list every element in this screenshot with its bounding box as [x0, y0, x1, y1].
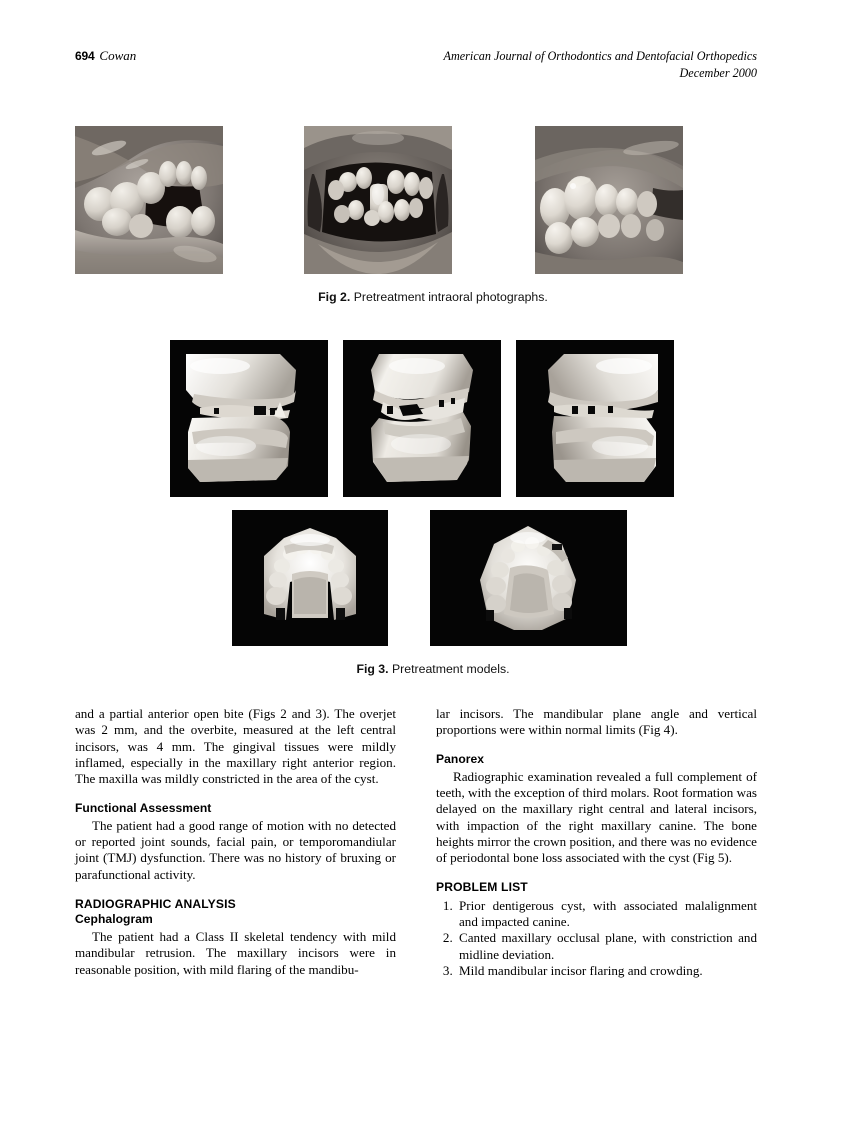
continued-paragraph-left: and a partial anterior open bite (Figs 2 and 3). The overjet was 2 mm, and the overbite, measured at the left central incisors, was 4 mm. The gingival tissues were mildly inflamed, especially in the maxillary right anterior region. The maxilla was mildly constricted in the area of the cyst. [75, 706, 396, 787]
model-right-lateral-view [170, 340, 328, 497]
heading-radiographic-analysis: RADIOGRAPHIC ANALYSIS [75, 897, 236, 912]
left-column [75, 706, 396, 978]
heading-functional-assessment: Functional Assessment [75, 800, 212, 815]
body-columns [75, 706, 757, 1036]
list-item: 1. Prior dentigerous cyst, with associated malalignment and impacted canine. [456, 898, 757, 931]
issue-date: December 2000 [679, 66, 757, 80]
right-column [436, 706, 757, 979]
model-left-lateral-view [516, 340, 674, 497]
cephalogram-paragraph: The patient had a Class II skeletal tendency with mild mandibular retrusion. The maxillary incisors were in reasonable position, with mild flaring of the mandibu- [75, 929, 396, 977]
panorex-paragraph: Radiographic examination revealed a full complement of teeth, with the exception of third molars. Root formation was delayed on the maxillary right central and lateral incisors, with impaction of the right maxillary canine. The bone heights mirror the crown position, and there was no evidence of periodontal bone loss associated with the cyst (Fig 5). [436, 768, 757, 866]
figure-2-label: Fig 2. [318, 290, 351, 304]
heading-panorex: Panorex [436, 751, 485, 766]
list-item: 3. Mild mandibular incisor flaring and crowding. [456, 963, 757, 979]
functional-assessment-paragraph: The patient had a good range of motion with no detected or reported joint sounds, facial pain, or temporomandiular joint (TMJ) dysfunction. There was no history of bruxing or parafunctional activity. [75, 817, 396, 882]
model-frontal-view [343, 340, 501, 497]
model-mandibular-occlusal-view [430, 510, 627, 646]
figure-2-caption-text: Pretreatment intraoral photographs. [353, 290, 548, 304]
author-name: Cowan [99, 48, 137, 63]
figure-3-label: Fig 3. [356, 662, 389, 676]
figure-3-caption [0, 662, 866, 676]
heading-problem-list: PROBLEM LIST [436, 879, 528, 894]
continued-paragraph-right: lar incisors. The mandibular plane angle and vertical proportions were within normal limits (Fig 4). [436, 706, 757, 738]
journal-title: American Journal of Orthodontics and Dentofacial Orthopedics [443, 49, 757, 63]
page-number: 694 [75, 49, 95, 63]
heading-cephalogram: Cephalogram [75, 912, 153, 927]
problem-list [436, 898, 757, 980]
model-maxillary-occlusal-view [232, 510, 388, 646]
figure-3-caption-text: Pretreatment models. [391, 662, 510, 676]
list-item: 2. Canted maxillary occlusal plane, with constriction and midline deviation. [456, 930, 757, 963]
